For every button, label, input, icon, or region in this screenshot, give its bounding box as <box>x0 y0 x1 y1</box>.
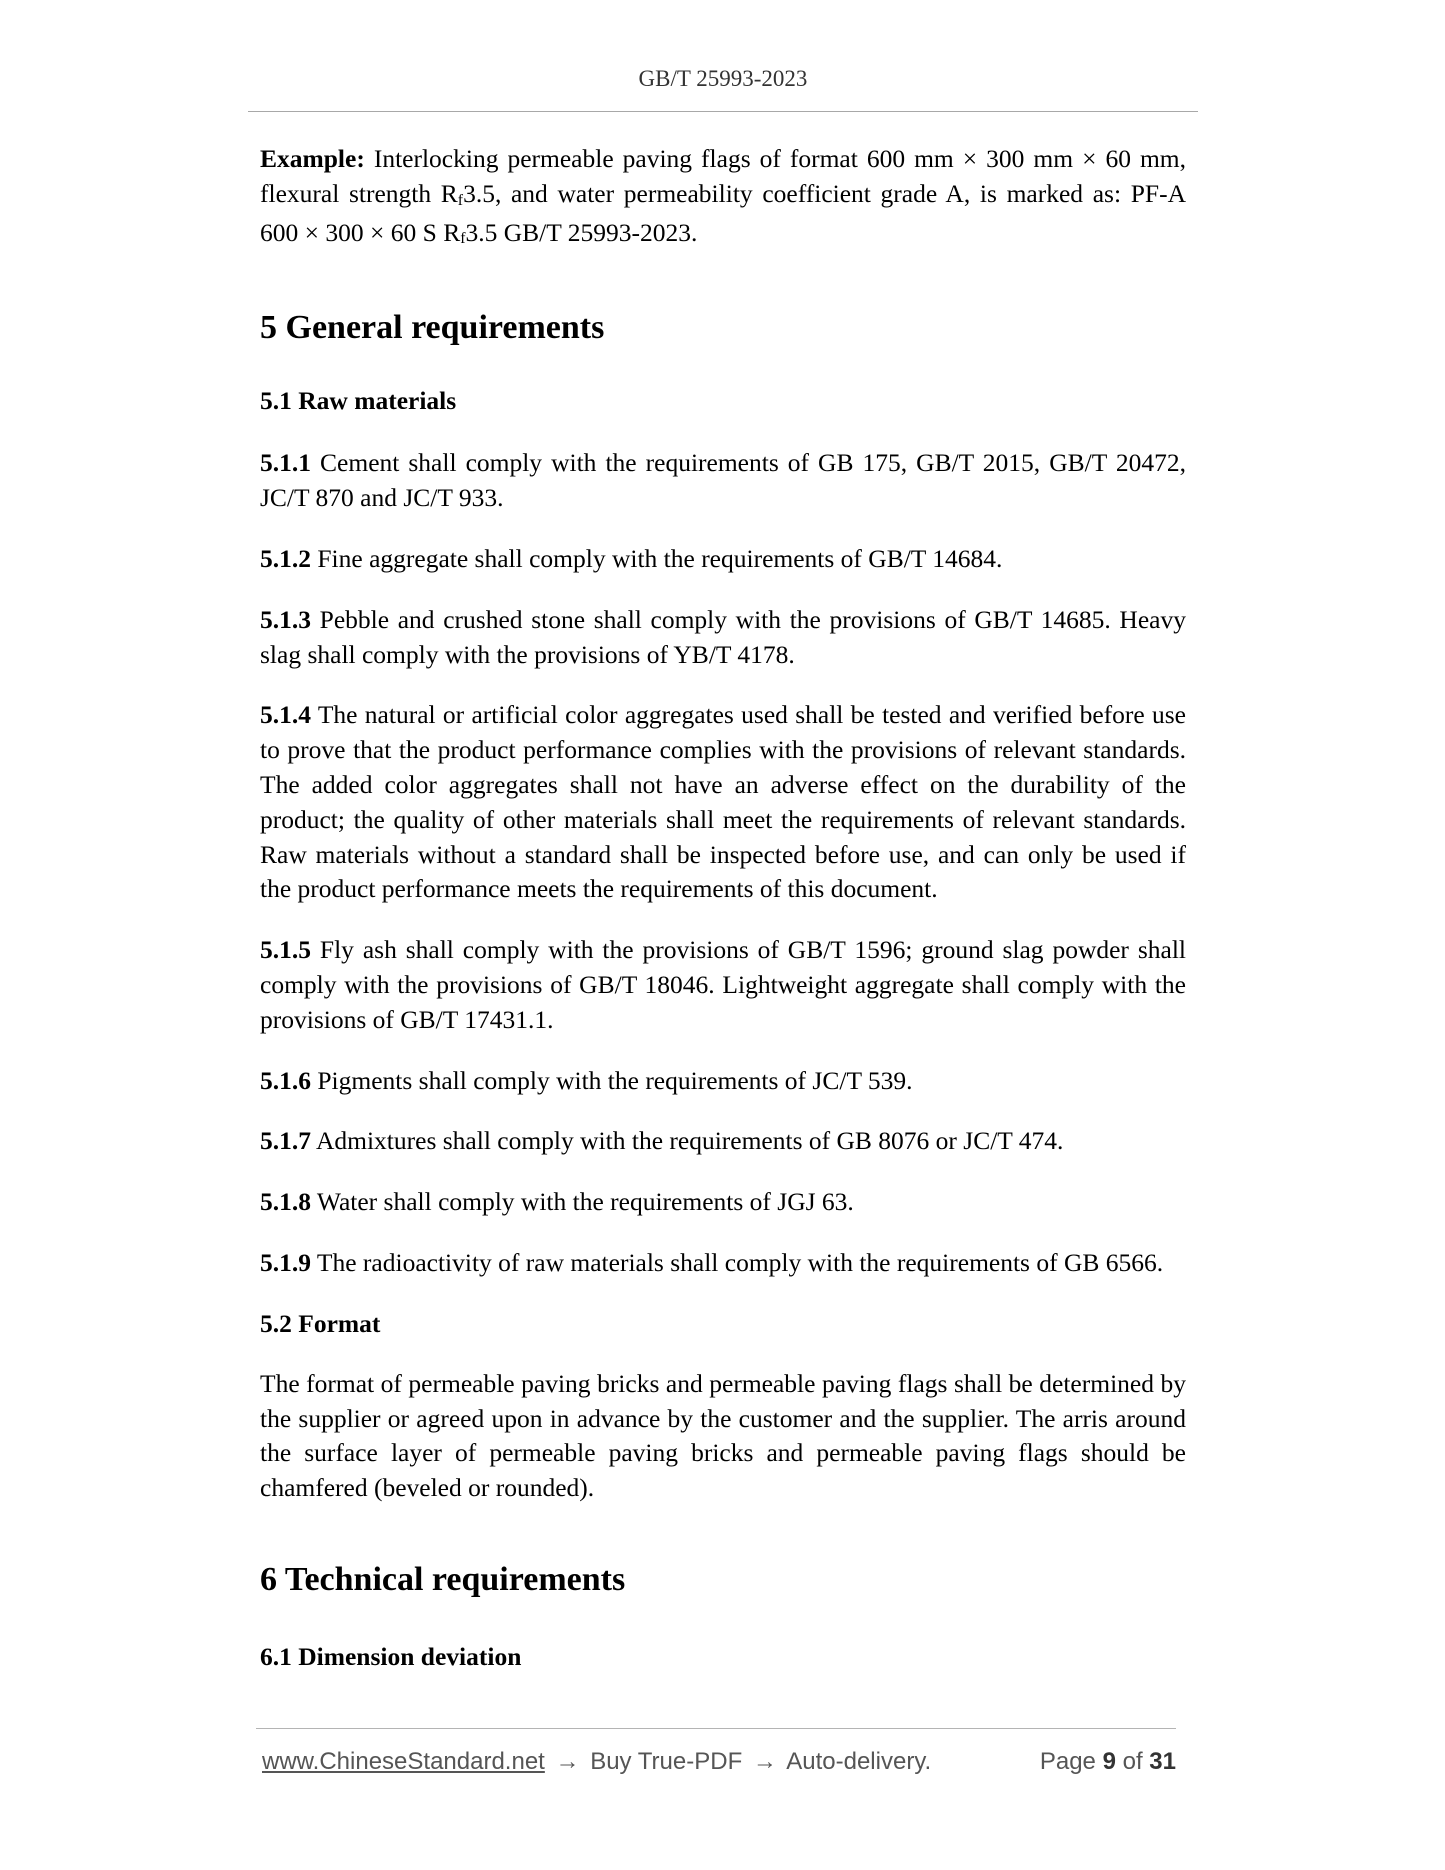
page-footer <box>262 1746 1182 1778</box>
section-6-1-heading: 6.1 Dimension deviation <box>260 1641 522 1671</box>
clause-number: 5.1.5 <box>260 935 311 965</box>
clause-5-1-5 <box>260 933 1186 1037</box>
clause-text: Pebble and crushed stone shall comply with the provisions of GB/T 14685. Heavy slag shall comply with the provisions of YB/T 4178. <box>260 604 1186 669</box>
clause-text: Fine aggregate shall comply with the requirements of GB/T 14684. <box>311 543 1003 573</box>
clause-5-1-1 <box>260 446 1186 516</box>
auto-delivery-text: Auto-delivery. <box>786 1748 932 1775</box>
clause-number: 5.1.9 <box>260 1247 311 1277</box>
clause-5-1-9 <box>260 1246 1186 1281</box>
clause-number: 5.1.7 <box>260 1126 311 1156</box>
of-label: of <box>1122 1748 1143 1775</box>
clause-text: Water shall comply with the requirements of JGJ 63. <box>311 1187 854 1217</box>
clause-number: 5.1.8 <box>260 1187 311 1217</box>
section-5-heading: 5 General requirements <box>260 309 605 347</box>
buy-true-pdf-text: Buy True-PDF <box>590 1748 743 1775</box>
clause-text: Cement shall comply with the requirements of GB 175, GB/T 2015, GB/T 20472, JC/T 870 and JC/T 933. <box>260 448 1186 513</box>
example-paragraph <box>260 142 1186 254</box>
clause-5-1-4 <box>260 698 1186 907</box>
clause-number: 5.1.2 <box>260 543 311 573</box>
subscript-f-1: f <box>457 191 464 209</box>
page-number: 9 <box>1102 1748 1116 1775</box>
section-5-2-heading: 5.2 Format <box>260 1308 381 1338</box>
example-text-1: Interlocking permeable paving flags of format 600 mm × 300 mm × 60 mm, flexural strength R <box>260 144 1186 208</box>
page-total: 31 <box>1149 1748 1176 1775</box>
clause-text: Pigments shall comply with the requirements of JC/T 539. <box>311 1065 913 1095</box>
clause-text: The radioactivity of raw materials shall comply with the requirements of GB 6566. <box>311 1247 1164 1277</box>
document-body <box>260 142 1186 1674</box>
section-6-heading: 6 Technical requirements <box>260 1560 626 1598</box>
clause-text: Fly ash shall comply with the provisions of GB/T 1596; ground slag powder shall comply with the provisions of GB/T 18046. Lightweight aggregate shall comply with the provisions of GB/T 17431.1. <box>260 935 1186 1034</box>
clause-5-1-7 <box>260 1124 1186 1159</box>
arrow-right-icon: → <box>555 1748 580 1775</box>
clause-text: Admixtures shall comply with the requirements of GB 8076 or JC/T 474. <box>311 1126 1064 1156</box>
arrow-right-icon: → <box>752 1748 777 1775</box>
header-divider <box>248 111 1198 112</box>
clause-text: The natural or artificial color aggregates used shall be tested and verified before use to prove that the product performance complies with the provisions of relevant standards. The added color aggregates shall not have an adverse effect on the durability of the product; the quality of other materials shall meet the requirements of relevant standards. Raw materials without a standard shall be inspected before use, and can only be used if the product performance meets the requirements of this document. <box>260 700 1186 904</box>
clause-number: 5.1.6 <box>260 1065 311 1095</box>
running-header: GB/T 25993-2023 <box>638 66 808 91</box>
format-paragraph: The format of permeable paving bricks and permeable paving flags shall be determined by the supplier or agreed upon in advance by the customer and the supplier. The arris around the surface layer of permeable paving bricks and permeable paving flags should be chamfered (beveled or rounded). <box>260 1368 1186 1503</box>
clause-5-1-6 <box>260 1064 1186 1099</box>
footer-divider <box>256 1728 1176 1729</box>
section-5-1-heading: 5.1 Raw materials <box>260 386 457 416</box>
clause-number: 5.1.3 <box>260 604 311 634</box>
example-text-3: 3.5 GB/T 25993-2023. <box>465 217 698 247</box>
clause-5-1-2 <box>260 542 1186 577</box>
example-label: Example: <box>260 144 365 173</box>
clause-number: 5.1.4 <box>260 700 311 730</box>
clause-5-1-3 <box>260 603 1186 673</box>
page-indicator <box>1040 1746 1176 1778</box>
clause-number: 5.1.1 <box>260 448 311 478</box>
clause-5-1-8 <box>260 1185 1186 1220</box>
example-text-2: 3.5, and water permeability coefficient grade A, is marked as: PF-A 600 × 300 × 60 S R <box>260 178 1186 247</box>
website-link[interactable]: www.ChineseStandard.net <box>262 1748 545 1775</box>
subscript-f-2: f <box>460 230 466 248</box>
page-label: Page <box>1039 1748 1096 1775</box>
